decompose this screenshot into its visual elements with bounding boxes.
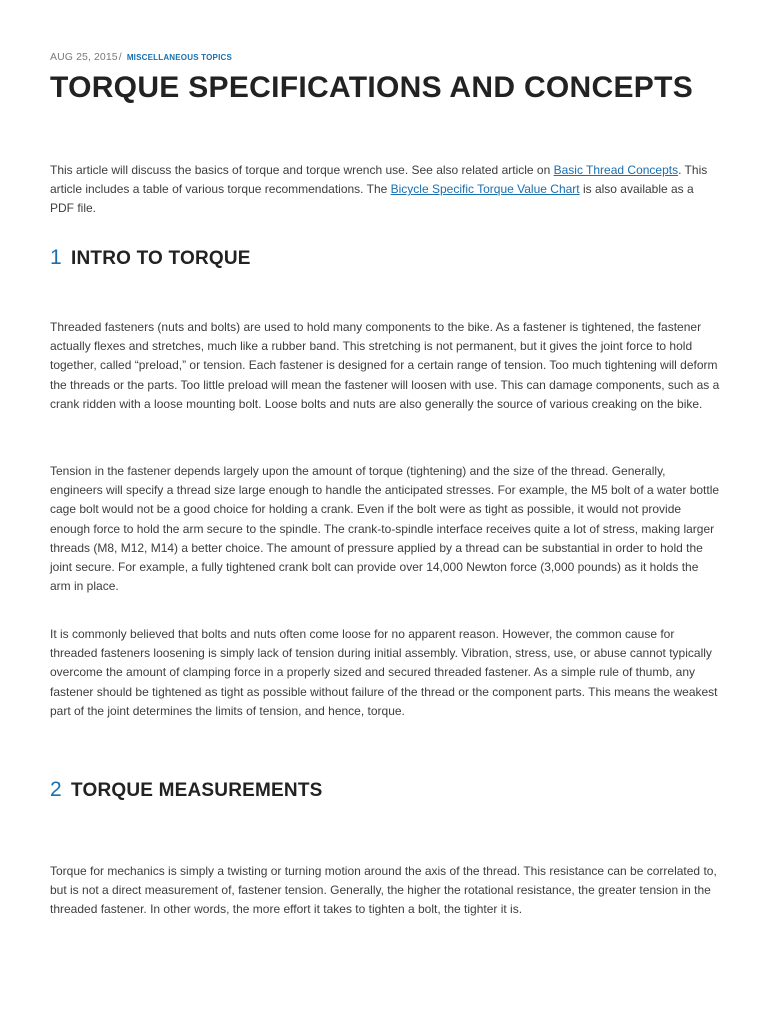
- category-link[interactable]: MISCELLANEOUS TOPICS: [126, 53, 233, 62]
- intro-paragraph: [50, 161, 720, 219]
- intro-text-1: This article will discuss the basics of torque and torque wrench use. See also related article on: [50, 163, 554, 177]
- article-meta: [50, 51, 232, 63]
- publish-date: AUG 25, 2015: [50, 51, 118, 63]
- section-1-paragraph-1: Threaded fasteners (nuts and bolts) are used to hold many components to the bike. As a fastener is tightened, the fastener actually flexes and stretches, much like a rubber band. This stretching is not permanent, but it gives the joint force to hold together, called “preload,” or tension. Each fastener is designed for a certain range of tension. Too much tightening will deform the threads or the parts. Too little preload will mean the fastener will loosen with use. This can damage components, such as a crank ridden with a loose mounting bolt. Loose bolts and nuts are also generally the source of various creaking on the bike.: [50, 320, 720, 411]
- section-1-paragraph-3: It is commonly believed that bolts and nuts often come loose for no apparent reason. However, the common cause for threaded fasteners loosening is simply lack of tension during initial assembly. Vibration, stress, use, or abuse cannot typically overcome the amount of clamping force in a properly sized and secured threaded fastener. As a simple rule of thumb, any fastener should be tightened as tight as possible without failure of the thread or the component parts. This means the weakest part of the joint determines the limits of tension, and hence, torque.: [50, 627, 718, 718]
- section-title: INTRO TO TORQUE: [71, 248, 251, 269]
- section-heading-torque-measurements: [50, 778, 323, 802]
- torque-value-chart-link[interactable]: Bicycle Specific Torque Value Chart: [390, 182, 580, 197]
- section-1-paragraph-2: Tension in the fastener depends largely upon the amount of torque (tightening) and the size of the thread. Generally, engineers will specify a thread size large enough to handle the anticipated stresses. For example, the M5 bolt of a water bottle cage bolt would not be a good choice for holding a crank. Even if the bolt were as tight as possible, it would not provide enough force to hold the arm secure to the spindle. The crank-to-spindle interface receives quite a lot of stress, making larger threads (M8, M12, M14) a better choice. The amount of pressure applied by a thread can be substantial in order to hold the joint secure. For example, a fully tightened crank bolt can provide over 14,000 Newton force (3,000 pounds) as it holds the arm in place.: [50, 464, 720, 594]
- meta-separator: /: [118, 51, 122, 63]
- section-heading-intro-to-torque: [50, 246, 251, 270]
- section-number: 1: [50, 246, 62, 269]
- basic-thread-concepts-link[interactable]: Basic Thread Concepts: [553, 163, 679, 177]
- section-title: TORQUE MEASUREMENTS: [71, 780, 323, 801]
- section-number: 2: [50, 778, 62, 801]
- intro-text-3: is also available as a PDF file.: [50, 182, 694, 216]
- section-2-paragraph-1: Torque for mechanics is simply a twisting or turning motion around the axis of the thread. This resistance can be correlated to, but is not a direct measurement of, fastener tension. Generally, the higher the rotational resistance, the greater tension in the threaded fastener. In other words, the more effort it takes to tighten a bolt, the tighter it is.: [50, 864, 717, 917]
- page-title: TORQUE SPECIFICATIONS AND CONCEPTS: [50, 71, 694, 104]
- intro-text-2: . This article includes a table of various torque recommendations. The: [50, 163, 708, 197]
